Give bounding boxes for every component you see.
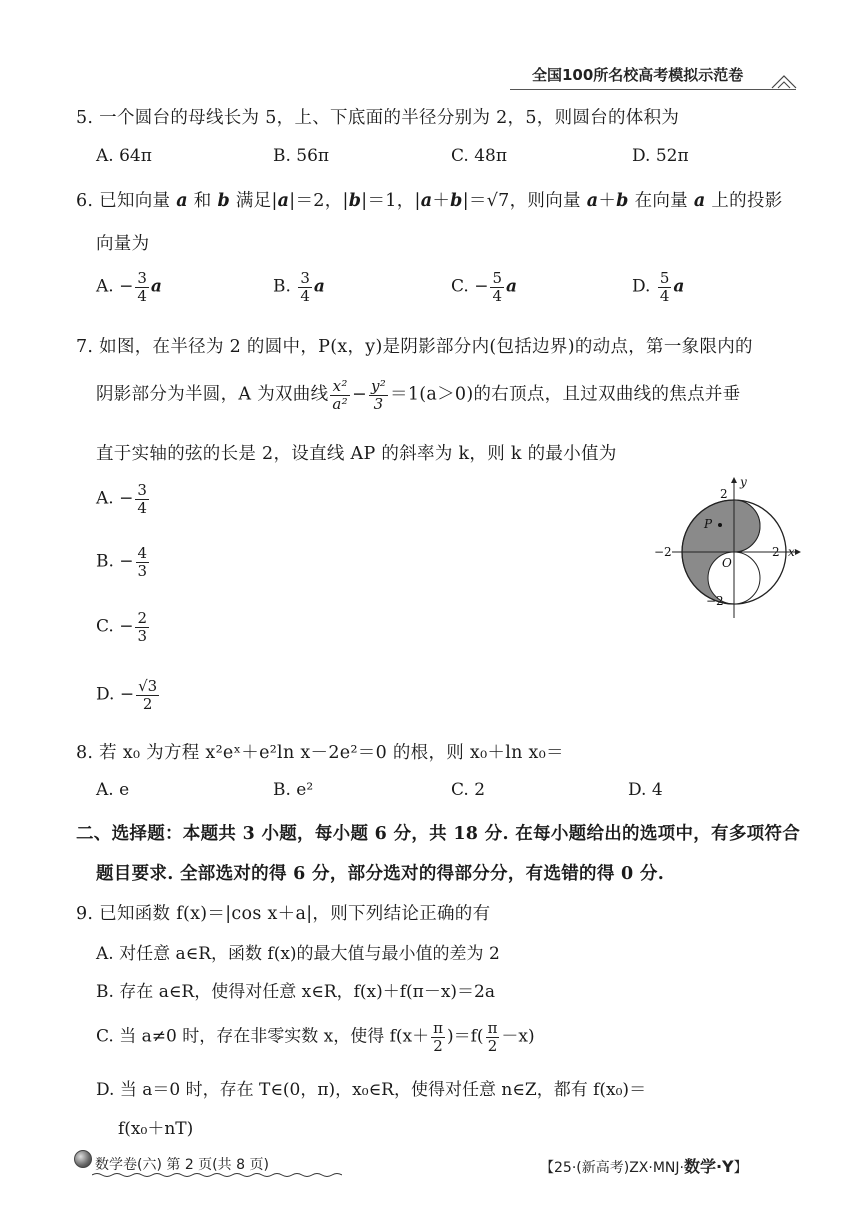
q6-option-a: A. − $\frac{3}{4}$ a bbox=[96, 269, 162, 305]
label-origin: O bbox=[722, 556, 732, 570]
header-divider bbox=[510, 89, 796, 90]
q5-option-b: B. 56π bbox=[273, 146, 330, 166]
q7-option-d: D. − $\frac{√3}{2}$ bbox=[96, 677, 158, 713]
footer-wave-divider bbox=[92, 1172, 342, 1178]
label-left: −2 bbox=[654, 545, 672, 559]
upper-semicircle bbox=[734, 500, 760, 552]
label-p: P bbox=[704, 517, 713, 531]
q9-stem: 9. 已知函数 f(x)＝|cos x＋a|，则下列结论正确的有 bbox=[76, 904, 491, 924]
q9-option-b: B. 存在 a∈R，使得对任意 x∈R，f(x)＋f(π－x)＝2a bbox=[96, 982, 496, 1002]
q7-figure bbox=[650, 470, 810, 620]
q9-option-d: D. 当 a＝0 时，存在 T∈(0，π)，x₀∈R，使得对任意 n∈Z，都有 f(x₀)＝ bbox=[96, 1080, 647, 1100]
q5-stem: 5. 一个圆台的母线长为 5，上、下底面的半径分别为 2，5，则圆台的体积为 bbox=[76, 108, 680, 128]
point-p bbox=[718, 523, 722, 527]
q7-stem-line3: 直于实轴的弦的长是 2，设直线 AP 的斜率为 k，则 k 的最小值为 bbox=[96, 444, 617, 464]
q8-option-c: C. 2 bbox=[451, 780, 486, 800]
section2-heading: 二、选择题：本题共 3 小题，每小题 6 分，共 18 分. 在每小题给出的选项中，有多项符合 bbox=[76, 824, 801, 844]
q5-option-c: C. 48π bbox=[451, 146, 508, 166]
q8-option-d: D. 4 bbox=[628, 780, 663, 800]
q7-stem-line1: 7. 如图，在半径为 2 的圆中，P(x，y)是阴影部分内(包括边界)的动点，第一象限内的 bbox=[76, 337, 753, 357]
q8-stem: 8. 若 x₀ 为方程 x²eˣ＋e²ln x－2e²＝0 的根，则 x₀＋ln x₀＝ bbox=[76, 743, 564, 763]
exam-series-title: 全国100所名校高考模拟示范卷 bbox=[532, 66, 744, 84]
label-right: 2 bbox=[772, 545, 780, 559]
footer-page-info: 数学卷(六) 第 2 页(共 8 页) bbox=[95, 1157, 269, 1173]
label-top: 2 bbox=[720, 487, 728, 501]
page-marker-icon bbox=[74, 1150, 92, 1168]
q9-option-a: A. 对任意 a∈R，函数 f(x)的最大值与最小值的差为 2 bbox=[96, 944, 500, 964]
q7-option-b: B. − $\frac{4}{3}$ bbox=[96, 544, 148, 580]
section2-heading-line2: 题目要求. 全部选对的得 6 分，部分选对的得部分分，有选错的得 0 分. bbox=[96, 864, 665, 884]
q8-option-a: A. e bbox=[96, 780, 130, 800]
q8-option-b: B. e² bbox=[273, 780, 314, 800]
q6-option-d: D. $\frac{5}{4}$ a bbox=[632, 269, 685, 305]
q7-option-a: A. − $\frac{3}{4}$ bbox=[96, 481, 147, 517]
footer-exam-code: 【25·(新高考)ZX·MNJ·数学·Y】 bbox=[540, 1157, 748, 1176]
label-y: y bbox=[740, 475, 747, 489]
q6-option-b: B. $\frac{3}{4}$ a bbox=[273, 269, 325, 305]
q7-option-c: C. − $\frac{2}{3}$ bbox=[96, 609, 147, 645]
lower-semicircle bbox=[734, 552, 760, 604]
q6-stem-line2: 向量为 bbox=[96, 234, 150, 254]
q5-option-d: D. 52π bbox=[632, 146, 689, 166]
q9-option-d-line2: f(x₀＋nT) bbox=[118, 1119, 194, 1139]
q6-stem: 6. 已知向量 a 和 b 满足|a|＝2，|b|＝1，|a＋b|＝√7，则向量 a＋b 在向量 a 上的投影 bbox=[76, 191, 783, 211]
header-corner-ornament bbox=[770, 72, 800, 92]
label-bottom: −2 bbox=[706, 594, 724, 608]
q5-option-a: A. 64π bbox=[96, 146, 152, 166]
label-x: x bbox=[788, 545, 795, 559]
q6-option-c: C. − $\frac{5}{4}$ a bbox=[451, 269, 518, 305]
q7-stem-line2: 阴影部分为半圆，A 为双曲线 $\frac{\text{x²}}{\text{a²}}$ − $\frac{\text{y²}}{3}$ ＝1(a＞0)的右顶点，且过双曲线的焦点并垂 bbox=[96, 377, 741, 413]
q9-option-c: C. 当 a≠0 时，存在非零实数 x，使得 f(x＋ $\frac{\pi}{2}$ )＝f( $\frac{\pi}{2}$ －x) bbox=[96, 1019, 535, 1055]
